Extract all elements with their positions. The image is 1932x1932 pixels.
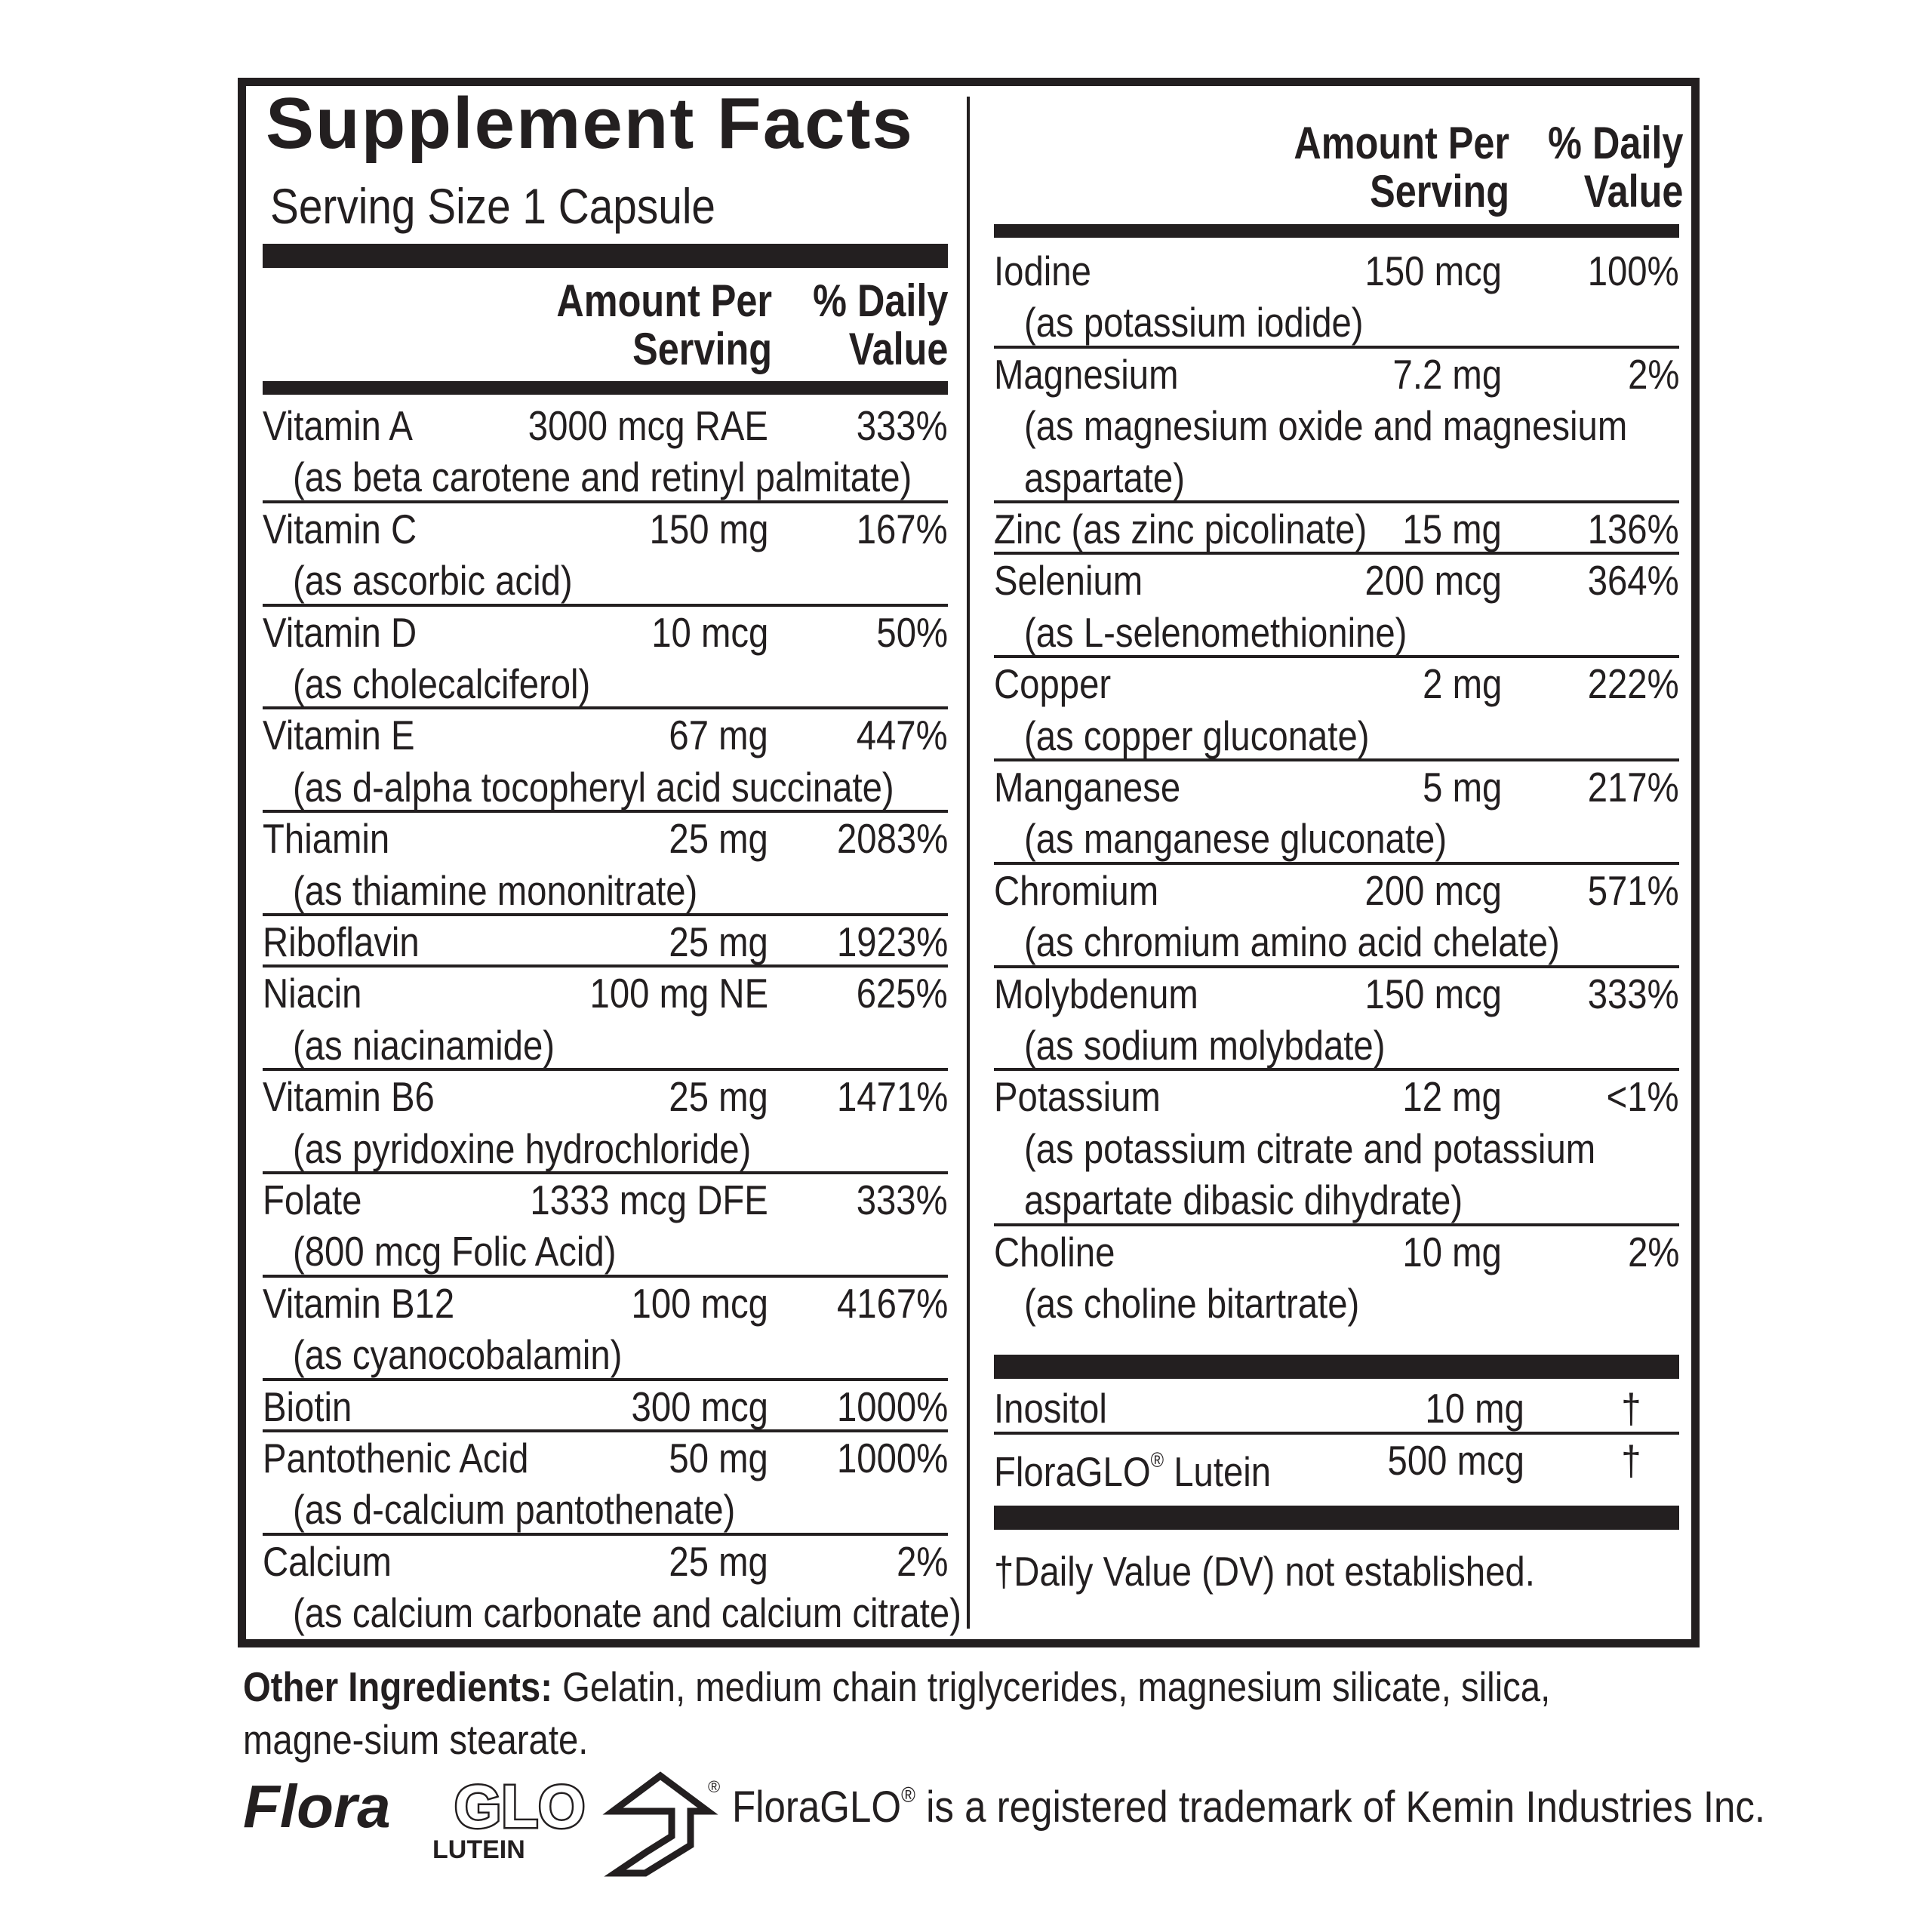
nutrient-row xyxy=(994,555,1679,658)
nutrient-amount: 200 mcg xyxy=(1364,557,1502,605)
nutrient-source: aspartate dibasic dihydrate) xyxy=(1024,1177,1463,1224)
nutrient-daily-value: 2% xyxy=(1627,350,1679,398)
nutrient-row xyxy=(263,400,948,503)
nutrient-source: (as niacinamide) xyxy=(293,1021,555,1069)
nutrient-name: Vitamin B6 xyxy=(263,1073,435,1121)
nutrient-name: Vitamin A xyxy=(263,402,413,449)
nutrient-source: (as sodium molybdate) xyxy=(1024,1021,1386,1069)
logo-arrow-icon xyxy=(613,1776,708,1873)
nutrient-source: (as beta carotene and retinyl palmitate) xyxy=(293,454,912,501)
nutrient-daily-value: 4167% xyxy=(836,1279,948,1327)
nutrient-name: Vitamin C xyxy=(263,505,417,552)
nutrient-daily-value: 222% xyxy=(1588,660,1679,708)
nutrient-name: Magnesium xyxy=(994,350,1179,398)
thick-rule-right-middle xyxy=(994,1355,1679,1379)
nutrient-source: (as d-calcium pantothenate) xyxy=(293,1486,736,1534)
nutrient-amount: 12 mg xyxy=(1402,1073,1502,1121)
nutrient-daily-value: 333% xyxy=(857,1177,948,1223)
extra-nutrient-name: Inositol xyxy=(994,1385,1107,1432)
nutrient-row xyxy=(263,1381,948,1432)
nutrient-source: (as L-selenomethionine) xyxy=(1024,608,1407,656)
nutrient-daily-value: 2% xyxy=(896,1537,948,1585)
logo-word-lutein: LUTEIN xyxy=(432,1835,525,1864)
nutrient-source: (as magnesium oxide and magnesium xyxy=(1024,402,1628,450)
nutrient-name: Selenium xyxy=(994,557,1143,605)
nutrient-source: (800 mcg Folic Acid) xyxy=(293,1228,617,1275)
nutrient-daily-value: 625% xyxy=(857,970,948,1017)
nutrient-source: (as ascorbic acid) xyxy=(293,557,573,605)
thick-rule-left-header xyxy=(263,381,948,395)
other-ingredients-text: Gelatin, medium chain triglycerides, magnesium silicate, silica, magne-sium stearate. xyxy=(243,1663,1551,1763)
extra-nutrient-amount: 500 mcg xyxy=(1387,1437,1524,1484)
thick-rule-right-header xyxy=(994,224,1679,238)
nutrient-amount: 25 mg xyxy=(669,1073,768,1121)
nutrient-daily-value: 333% xyxy=(1588,970,1679,1017)
nutrient-amount: 200 mcg xyxy=(1364,866,1502,914)
nutrient-amount: 25 mg xyxy=(669,1537,768,1585)
nutrient-row xyxy=(263,1071,948,1174)
nutrient-source: (as potassium iodide) xyxy=(1024,299,1364,346)
column-divider xyxy=(967,97,970,1629)
nutrient-name: Vitamin D xyxy=(263,608,417,656)
nutrient-row xyxy=(263,968,948,1071)
nutrient-row xyxy=(263,503,948,607)
nutrient-source: (as manganese gluconate) xyxy=(1024,815,1447,863)
amount-header-left: Amount Per Serving xyxy=(556,275,772,374)
nutrient-source: aspartate) xyxy=(1024,454,1185,501)
nutrient-name: Pantothenic Acid xyxy=(263,1435,529,1481)
thick-rule-left-top xyxy=(263,244,948,268)
nutrient-name: Copper xyxy=(994,660,1112,708)
nutrient-name: Thiamin xyxy=(263,815,390,863)
nutrient-source: (as cyanocobalamin) xyxy=(293,1331,623,1379)
nutrient-name: Potassium xyxy=(994,1073,1161,1121)
nutrient-row xyxy=(263,709,948,813)
nutrient-daily-value: 1000% xyxy=(836,1435,948,1481)
serving-size: Serving Size 1 Capsule xyxy=(270,178,716,234)
nutrient-daily-value: 571% xyxy=(1588,866,1679,914)
nutrient-daily-value: 100% xyxy=(1588,248,1679,294)
floraglo-lutein-logo xyxy=(242,1770,721,1875)
nutrient-name: Manganese xyxy=(994,764,1181,811)
nutrient-source: (as choline bitartrate) xyxy=(1024,1279,1360,1327)
amount-header-right: Amount Per Serving xyxy=(1294,118,1509,217)
nutrient-row xyxy=(994,658,1679,761)
nutrient-daily-value: 217% xyxy=(1588,764,1679,811)
nutrient-row xyxy=(994,245,1679,349)
nutrient-amount: 1333 mcg DFE xyxy=(530,1177,768,1223)
nutrient-row xyxy=(994,968,1679,1072)
nutrient-source: (as cholecalciferol) xyxy=(293,660,591,707)
nutrient-amount: 10 mg xyxy=(1402,1228,1502,1275)
other-ingredients xyxy=(243,1660,1606,1766)
nutrient-amount: 5 mg xyxy=(1422,764,1502,811)
nutrient-name: Niacin xyxy=(263,970,362,1017)
extra-nutrient-row xyxy=(994,1435,1679,1495)
nutrient-name: Vitamin B12 xyxy=(263,1279,455,1327)
nutrient-source: (as copper gluconate) xyxy=(1024,712,1370,759)
nutrient-amount: 150 mcg xyxy=(1364,248,1502,294)
nutrient-name: Choline xyxy=(994,1228,1115,1275)
thick-rule-right-bottom xyxy=(994,1506,1679,1530)
nutrient-source: (as potassium citrate and potassium xyxy=(1024,1124,1596,1172)
extra-nutrient-daily-value: † xyxy=(1621,1385,1641,1432)
nutrient-row xyxy=(994,503,1679,555)
nutrient-daily-value: 364% xyxy=(1588,557,1679,605)
nutrient-source: (as calcium carbonate and calcium citrate) xyxy=(293,1589,961,1637)
nutrient-daily-value: 1923% xyxy=(836,918,948,965)
nutrient-daily-value: 333% xyxy=(857,402,948,449)
nutrient-source: (as pyridoxine hydrochloride) xyxy=(293,1124,752,1172)
trademark-notice: FloraGLO® is a registered trademark of Kemin Industries Inc. xyxy=(732,1783,1766,1832)
nutrient-daily-value: 1000% xyxy=(836,1383,948,1430)
extra-nutrient-row xyxy=(994,1383,1679,1435)
dv-header-right: % Daily Value xyxy=(1547,118,1683,217)
nutrient-amount: 3000 mcg RAE xyxy=(528,402,768,449)
nutrient-name: Riboflavin xyxy=(263,918,420,965)
nutrient-name: Folate xyxy=(263,1177,362,1223)
extra-nutrient-amount: 10 mg xyxy=(1425,1385,1524,1432)
nutrient-row xyxy=(263,1432,948,1536)
extra-nutrient-name: FloraGLO® Lutein xyxy=(994,1447,1272,1495)
nutrient-amount: 25 mg xyxy=(669,815,768,863)
nutrient-name: Chromium xyxy=(994,866,1159,914)
nutrient-amount: 67 mg xyxy=(669,712,768,759)
nutrient-name: Vitamin E xyxy=(263,712,415,759)
logo-registered-mark: ® xyxy=(708,1777,721,1796)
nutrient-name: Molybdenum xyxy=(994,970,1198,1017)
nutrient-source: (as chromium amino acid chelate) xyxy=(1024,918,1560,966)
nutrient-row xyxy=(263,813,948,916)
logo-word-glo: GLO xyxy=(454,1773,586,1840)
nutrient-row xyxy=(994,349,1679,503)
nutrient-daily-value: 447% xyxy=(857,712,948,759)
nutrient-amount: 50 mg xyxy=(669,1435,768,1481)
nutrient-daily-value: 136% xyxy=(1588,506,1679,552)
nutrient-name: Calcium xyxy=(263,1537,392,1585)
nutrient-amount: 15 mg xyxy=(1402,506,1502,552)
nutrient-source: (as thiamine mononitrate) xyxy=(293,866,698,914)
nutrient-row xyxy=(263,1174,948,1278)
nutrient-name: Iodine xyxy=(994,248,1091,294)
nutrient-name: Zinc (as zinc picolinate) xyxy=(994,506,1367,552)
nutrient-daily-value: 2% xyxy=(1627,1228,1679,1275)
nutrient-daily-value: 167% xyxy=(857,505,948,552)
nutrient-daily-value: <1% xyxy=(1607,1073,1679,1121)
nutrient-amount: 7.2 mg xyxy=(1392,350,1502,398)
nutrient-row xyxy=(994,761,1679,865)
nutrient-amount: 25 mg xyxy=(669,918,768,965)
nutrient-row xyxy=(263,1536,961,1639)
nutrient-amount: 150 mg xyxy=(649,505,768,552)
dv-header-left: % Daily Value xyxy=(812,275,948,374)
nutrient-row xyxy=(263,1278,948,1381)
nutrient-row xyxy=(263,607,948,710)
nutrient-amount: 100 mg NE xyxy=(589,970,768,1017)
nutrient-daily-value: 50% xyxy=(876,608,948,656)
nutrient-amount: 100 mcg xyxy=(631,1279,768,1327)
panel-title: Supplement Facts xyxy=(266,83,914,164)
nutrient-amount: 10 mcg xyxy=(651,608,768,656)
logo-word-flora: Flora xyxy=(243,1773,391,1840)
nutrient-amount: 150 mcg xyxy=(1364,970,1502,1017)
nutrient-row xyxy=(263,916,948,968)
nutrient-row xyxy=(994,865,1679,968)
nutrient-name: Biotin xyxy=(263,1383,352,1430)
nutrient-amount: 300 mcg xyxy=(631,1383,768,1430)
nutrient-daily-value: 2083% xyxy=(836,815,948,863)
nutrient-amount: 2 mg xyxy=(1422,660,1502,708)
daily-value-footnote: †Daily Value (DV) not established. xyxy=(994,1548,1535,1595)
nutrient-source: (as d-alpha tocopheryl acid succinate) xyxy=(293,763,894,811)
nutrient-row xyxy=(994,1071,1679,1226)
nutrient-daily-value: 1471% xyxy=(836,1073,948,1121)
other-ingredients-label: Other Ingredients: xyxy=(243,1663,552,1710)
nutrient-row xyxy=(994,1226,1679,1330)
extra-nutrient-daily-value: † xyxy=(1621,1437,1641,1484)
